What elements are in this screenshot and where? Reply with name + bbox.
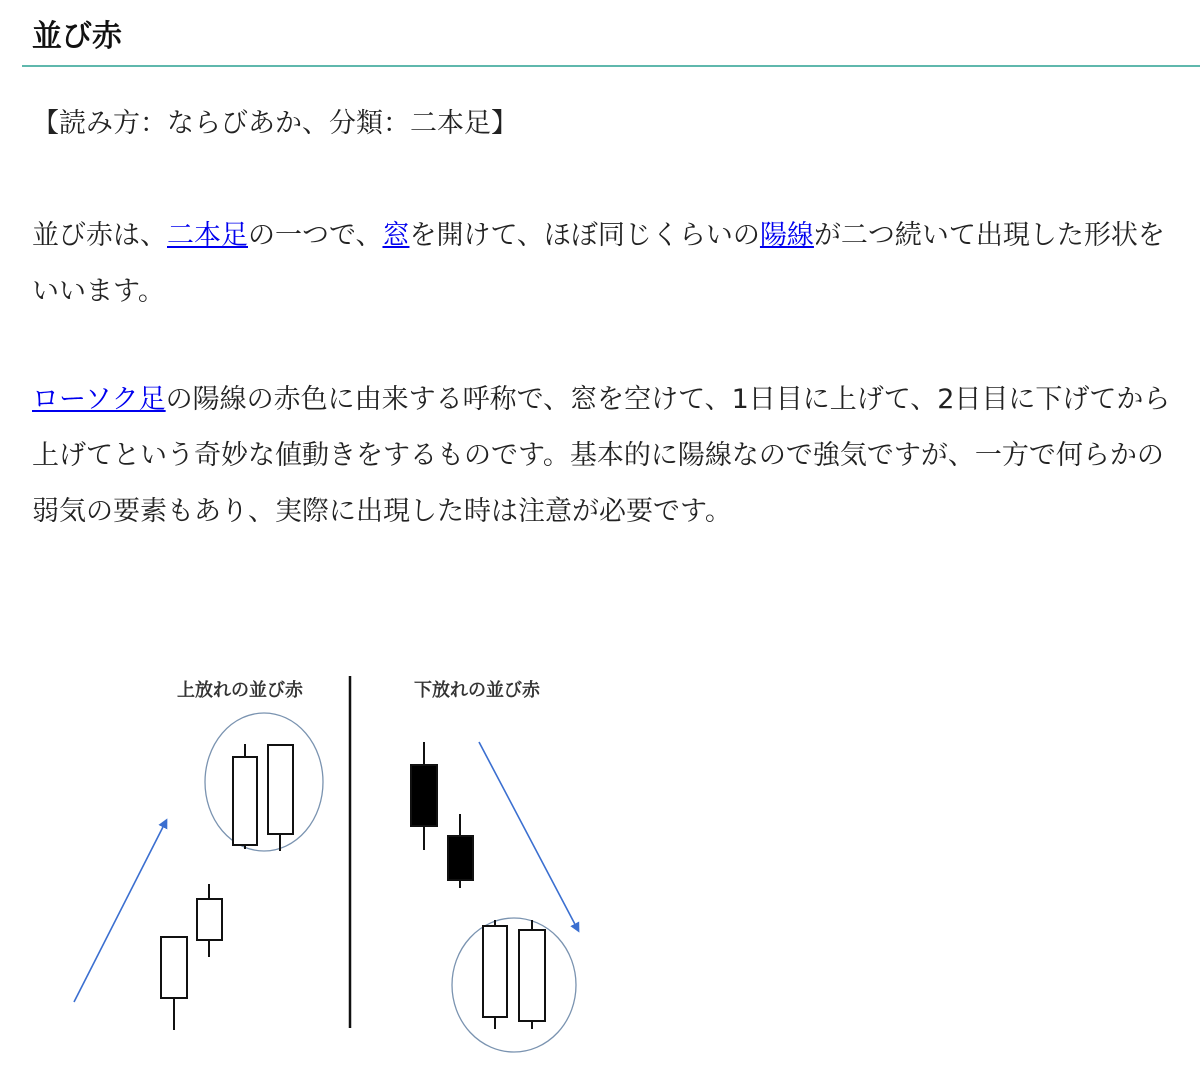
- link-rousokuashi[interactable]: ローソク足: [32, 384, 166, 415]
- diagram-svg: [30, 668, 630, 1060]
- falling-candle-1: [411, 742, 437, 850]
- paragraph-explanation: [32, 372, 1182, 540]
- link-yousen[interactable]: 陽線: [759, 220, 814, 251]
- paragraph-text: の一つで、: [248, 220, 383, 251]
- reading-line: 【読み方：ならびあか、分類：二本足】: [32, 108, 518, 139]
- paragraph-text: 並び赤は、: [32, 220, 167, 251]
- narabi-aka-candle-lower-2: [519, 920, 545, 1029]
- narabi-aka-candle-upper-1: [233, 744, 257, 849]
- paragraph-text: が二つ続いて出現した形状をいいます。: [32, 220, 1165, 307]
- section-heading: [22, 14, 1200, 67]
- narabi-aka-candle-upper-2: [268, 745, 293, 851]
- narabi-aka-diagram: [30, 668, 630, 1060]
- rising-candle-2: [197, 884, 222, 957]
- label-upside-gap: 上放れの並び赤: [177, 680, 303, 701]
- highlight-circle-lower: [452, 918, 576, 1052]
- narabi-aka-candle-lower-1: [483, 920, 507, 1029]
- highlight-circle-upper: [205, 713, 323, 851]
- link-nihonashi[interactable]: 二本足: [167, 220, 248, 251]
- falling-candle-2: [448, 814, 473, 888]
- paragraph-text: を開けて、ほぼ同じくらいの: [409, 220, 760, 251]
- rising-candle-1: [161, 937, 187, 1030]
- paragraph-text: の陽線の赤色に由来する呼称で、窓を空けて、1日目に上げて、2日目に下げてから上げてという奇妙な値動きをするものです。基本的に陽線なので強気ですが、一方で何らかの弱気の要素もあり、実際に出現した時は注意が必要です。: [32, 384, 1171, 527]
- paragraph-definition: [32, 208, 1182, 320]
- link-mado[interactable]: 窓: [382, 220, 410, 251]
- downtrend-arrow: [479, 742, 578, 930]
- uptrend-arrow: [74, 821, 166, 1002]
- label-downside-gap: 下放れの並び赤: [414, 680, 540, 701]
- section-title: 並び赤: [32, 19, 122, 54]
